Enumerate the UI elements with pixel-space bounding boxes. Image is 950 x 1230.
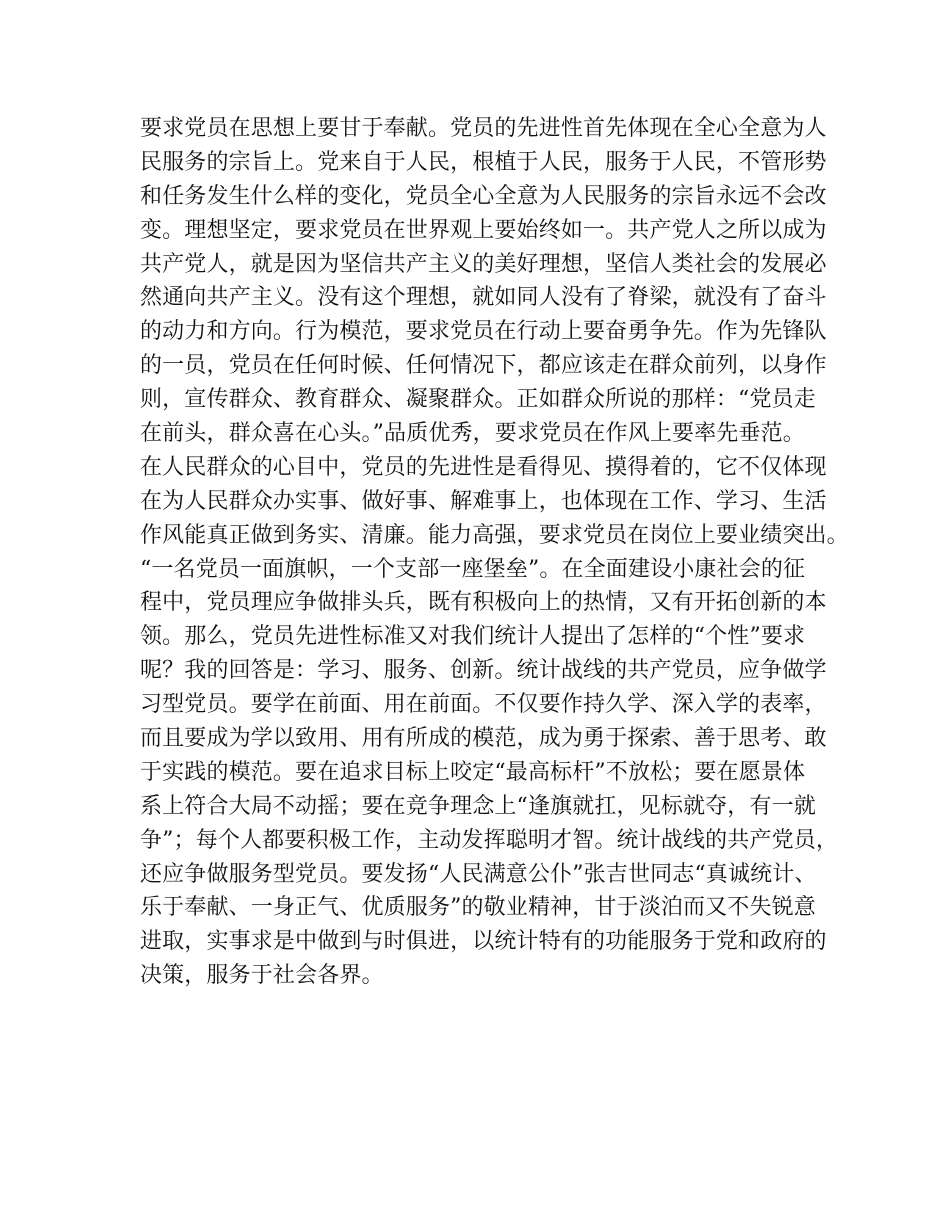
text-line-6: 然通向共产主义。没有这个理想，就如同人没有了脊梁，就没有了奋斗 <box>140 285 827 311</box>
text-line-18: 习型党员。要学在前面、用在前面。不仅要作持久学、深入学的表率， <box>140 692 827 718</box>
text-line-15: 程中，党员理应争做排头兵，既有积极向上的热情，又有开拓创新的本 <box>140 590 827 616</box>
text-line-24: 乐于奉献、一身正气、优质服务”的敬业精神，甘于淡泊而又不失锐意 <box>140 895 816 921</box>
text-line-4: 变。理想坚定，要求党员在世界观上要始终如一。共产党人之所以成为 <box>140 217 827 243</box>
text-line-9: 则，宣传群众、教育群众、凝聚群众。正如群众所说的那样：“党员走 <box>140 387 816 413</box>
text-line-5: 共产党人，就是因为坚信共产主义的美好理想，坚信人类社会的发展必 <box>140 251 827 277</box>
text-line-26: 决策，服务于社会各界。 <box>140 963 384 989</box>
text-line-25: 进取，实事求是中做到与时俱进，以统计特有的功能服务于党和政府的 <box>140 929 827 955</box>
text-line-16: 领。那么，党员先进性标准又对我们统计人提出了怎样的“个性”要求 <box>140 624 806 650</box>
text-line-11: 在人民群众的心目中，党员的先进性是看得见、摸得着的，它不仅体现 <box>140 454 827 480</box>
text-line-3: 和任务发生什么样的变化，党员全心全意为人民服务的宗旨永远不会改 <box>140 183 827 209</box>
text-line-20: 于实践的模范。要在追求目标上咬定“最高标杆”不放松；要在愿景体 <box>140 759 806 785</box>
text-line-12: 在为人民群众办实事、做好事、解难事上，也体现在工作、学习、生活 <box>140 488 827 514</box>
body-paragraph <box>140 112 849 993</box>
text-line-10: 在前头，群众喜在心头。”品质优秀，要求党员在作风上要率先垂范。 <box>140 421 805 447</box>
text-line-2: 民服务的宗旨上。党来自于人民，根植于人民，服务于人民，不管形势 <box>140 149 827 175</box>
text-line-19: 而且要成为学以致用、用有所成的模范，成为勇于探索、善于思考、敢 <box>140 726 827 752</box>
text-line-8: 的一员，党员在任何时候、任何情况下，都应该走在群众前列，以身作 <box>140 353 827 379</box>
text-line-22: 争”；每个人都要积极工作，主动发挥聪明才智。统计战线的共产党员， <box>140 827 839 853</box>
text-line-23: 还应争做服务型党员。要发扬“人民满意公仆”张吉世同志“真诚统计、 <box>140 861 817 887</box>
text-line-21: 系上符合大局不动摇；要在竞争理念上“逢旗就扛，见标就夺，有一就 <box>140 793 816 819</box>
text-line-1: 要求党员在思想上要甘于奉献。党员的先进性首先体现在全心全意为人 <box>140 116 827 141</box>
text-line-13: 作风能真正做到务实、清廉。能力高强，要求党员在岗位上要业绩突出。 <box>140 522 849 548</box>
text-line-7: 的动力和方向。行为模范，要求党员在行动上要奋勇争先。作为先锋队 <box>140 319 827 345</box>
text-line-17: 呢？我的回答是：学习、服务、创新。统计战线的共产党员，应争做学 <box>140 658 827 684</box>
text-line-14: “一名党员一面旗帜，一个支部一座堡垒”。在全面建设小康社会的征 <box>140 556 806 582</box>
